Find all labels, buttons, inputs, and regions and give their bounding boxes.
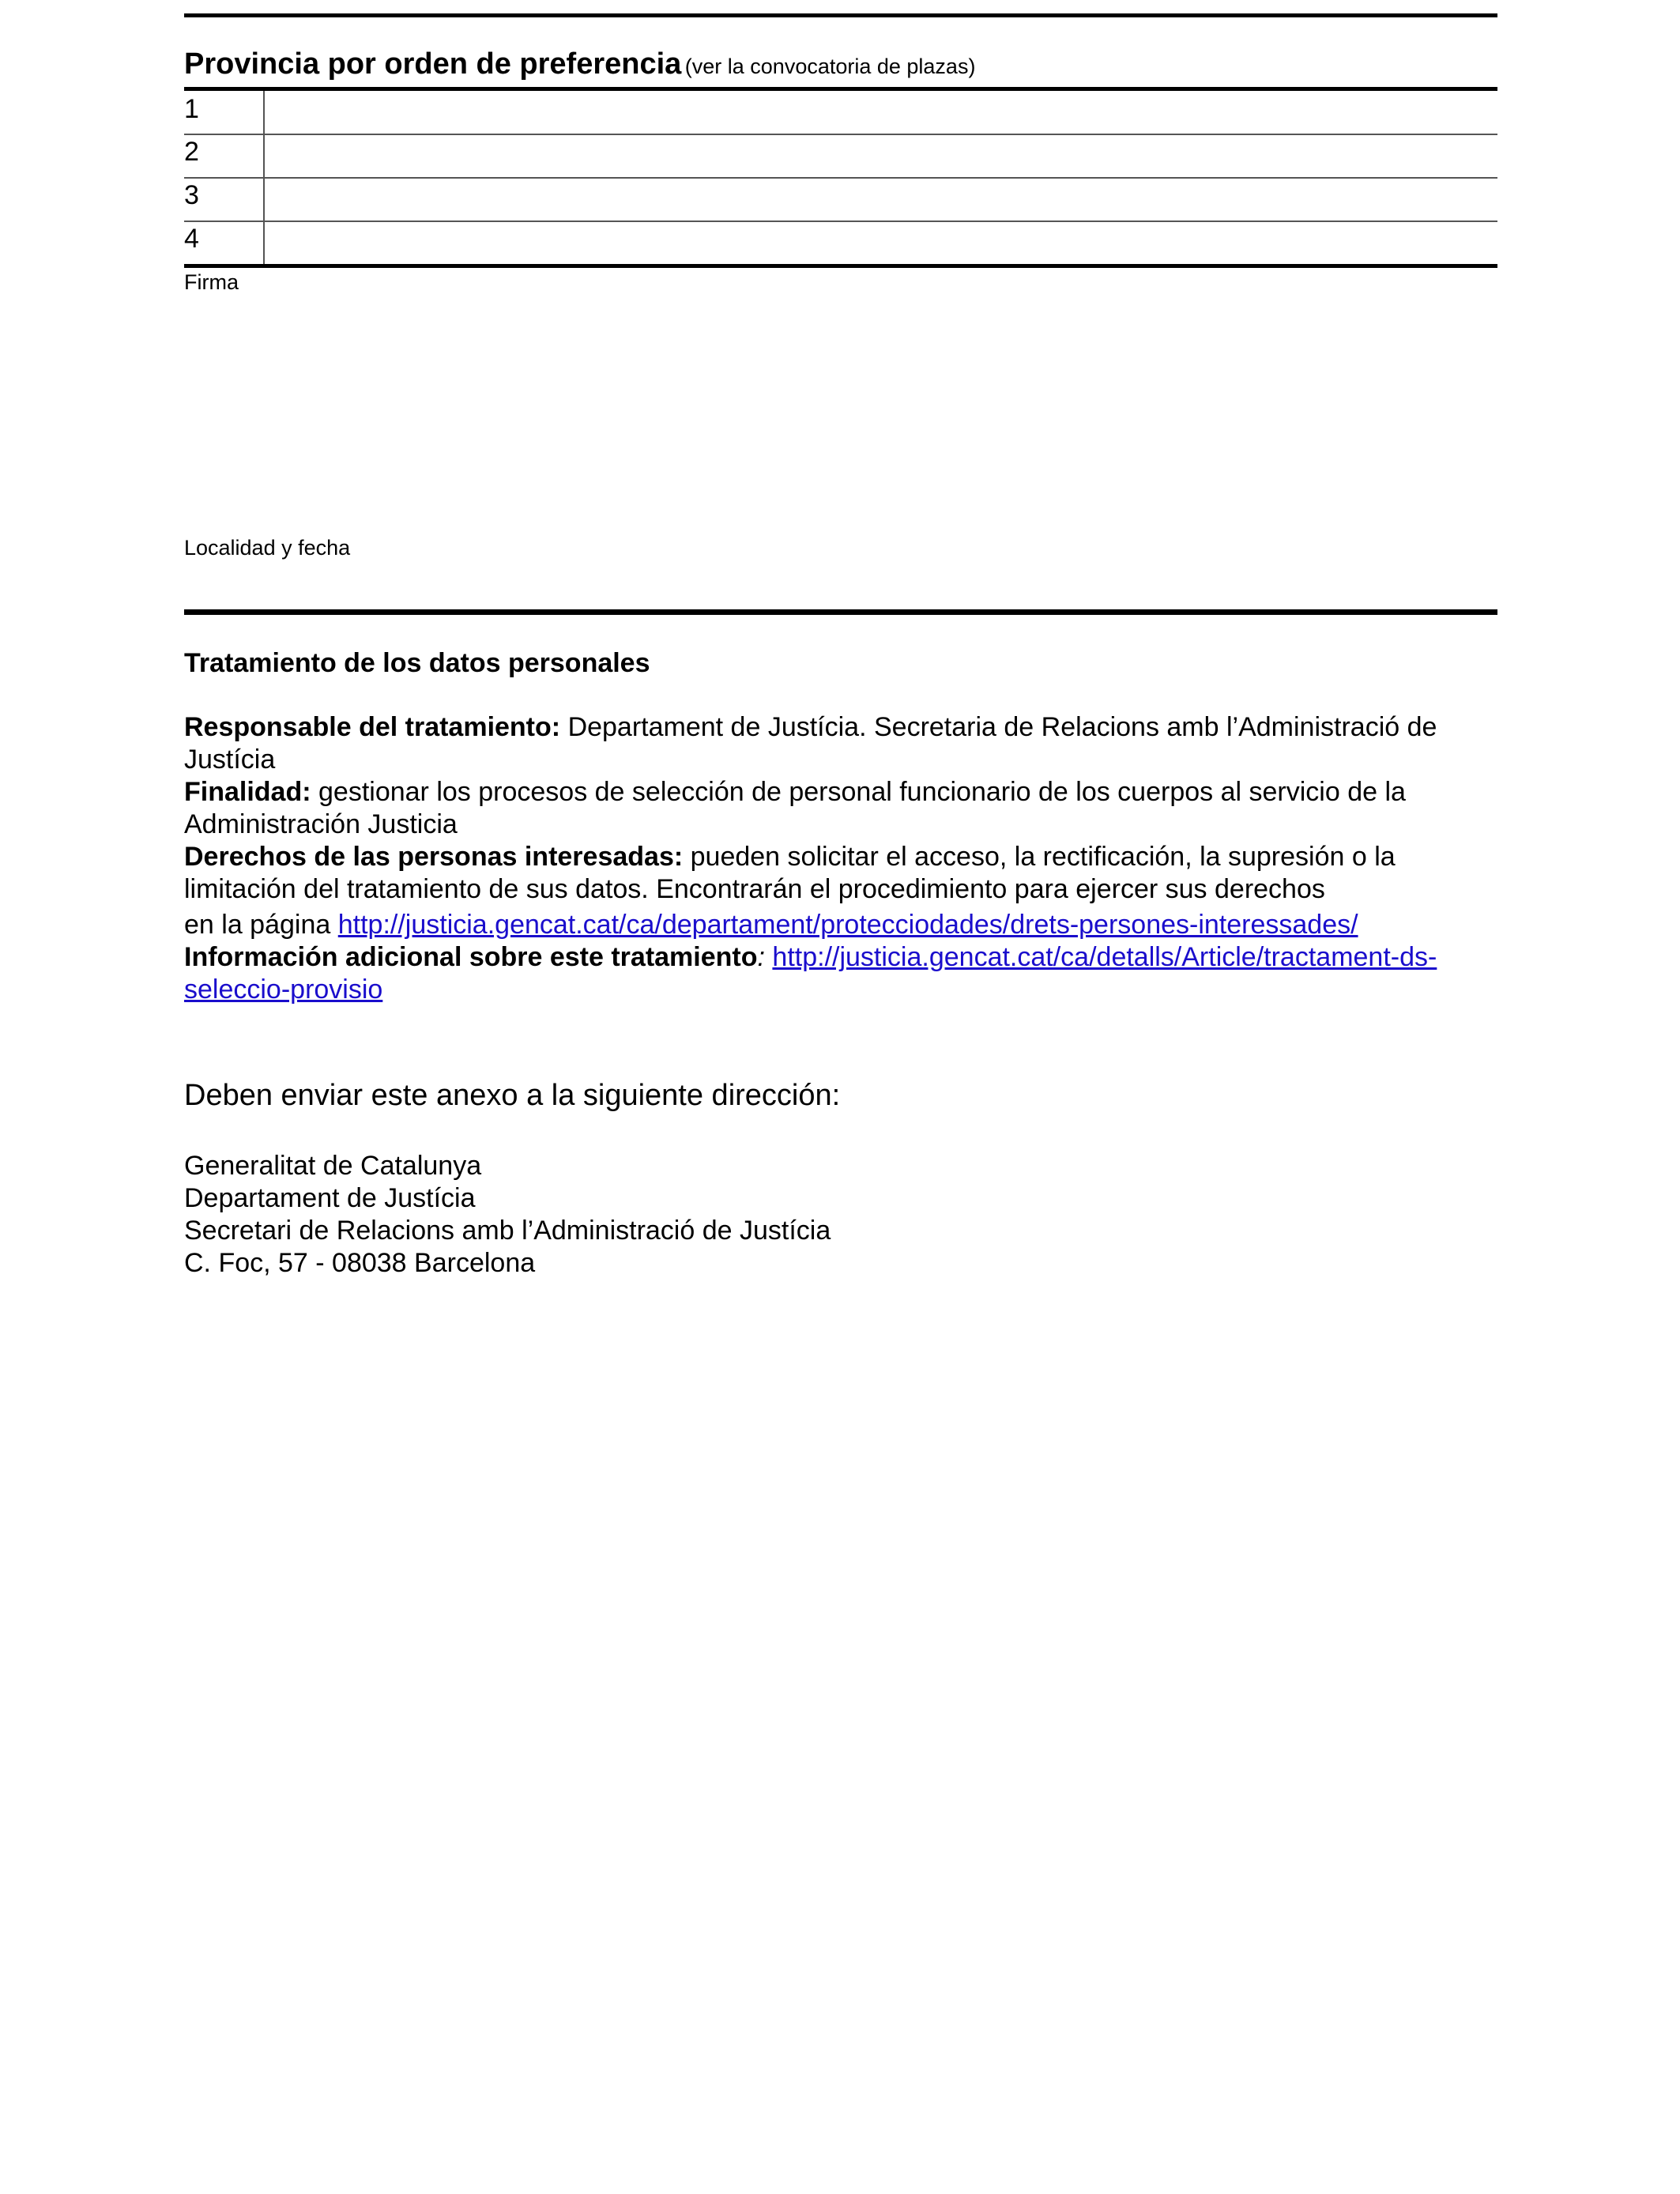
- purpose-text: gestionar los procesos de selección de personal funcionario de los cuerpos al servicio de la Administración Justicia: [184, 777, 1406, 839]
- rights-label: Derechos de las personas interesadas:: [184, 842, 684, 872]
- additional-info-link[interactable]: http://justicia.gencat.cat/ca/detalls/Article/tractament-ds-seleccio-provisio: [184, 942, 1437, 1005]
- table-bottom-rule: [184, 264, 1497, 268]
- rights-text: pueden solicitar el acceso, la rectificación, la supresión o la limitación del tratamiento de sus datos. Encontrarán el procedimiento para ejercer sus derechos: [184, 842, 1396, 904]
- purpose-label: Finalidad:: [184, 777, 311, 807]
- data-section-title: Tratamiento de los datos personales: [184, 648, 650, 678]
- preference-title-note: (ver la convocatoria de plazas): [684, 55, 976, 78]
- address-line: Secretari de Relacions amb l’Administració de Justícia: [184, 1216, 831, 1246]
- send-to-heading: Deben enviar este anexo a la siguiente dirección:: [184, 1079, 841, 1112]
- signature-label: Firma: [184, 270, 239, 294]
- section-rule: [184, 609, 1497, 615]
- table-row-number: 2: [184, 137, 199, 167]
- address-line: C. Foc, 57 - 08038 Barcelona: [184, 1248, 536, 1278]
- preference-title-main: Provincia por orden de preferencia: [184, 47, 682, 81]
- responsible-label: Responsable del tratamiento:: [184, 712, 561, 742]
- responsible-paragraph: [184, 711, 1497, 776]
- province-field-3[interactable]: [265, 179, 1497, 221]
- top-rule: [184, 13, 1497, 17]
- address-line: Generalitat de Catalunya: [184, 1151, 482, 1181]
- preference-title: [184, 47, 975, 81]
- province-field-2[interactable]: [265, 135, 1497, 178]
- additional-info-label: Información adicional sobre este tratamiento: [184, 942, 758, 972]
- rights-page-line: [184, 909, 1497, 941]
- signature-area[interactable]: [184, 300, 1497, 537]
- province-field-1[interactable]: [265, 91, 1497, 134]
- table-row-number: 4: [184, 224, 199, 254]
- rights-link[interactable]: http://justicia.gencat.cat/ca/departament/protecciodades/drets-persones-interessades/: [337, 910, 1358, 940]
- table-row-number: 3: [184, 180, 199, 210]
- data-processing-info: [184, 711, 1497, 1006]
- mailing-address: [184, 1150, 831, 1280]
- table-row-number: 1: [184, 94, 199, 124]
- place-date-label: Localidad y fecha: [184, 536, 351, 560]
- rights-paragraph: [184, 841, 1497, 906]
- purpose-paragraph: [184, 776, 1497, 841]
- address-line: Departament de Justícia: [184, 1183, 476, 1213]
- responsible-text: Departament de Justícia. Secretaria de Relacions amb l’Administració de Justícia: [184, 712, 1437, 775]
- province-field-4[interactable]: [265, 222, 1497, 265]
- rights-page-prefix: en la página: [184, 910, 331, 940]
- additional-info-paragraph: [184, 941, 1497, 1006]
- additional-info-colon: :: [757, 942, 765, 972]
